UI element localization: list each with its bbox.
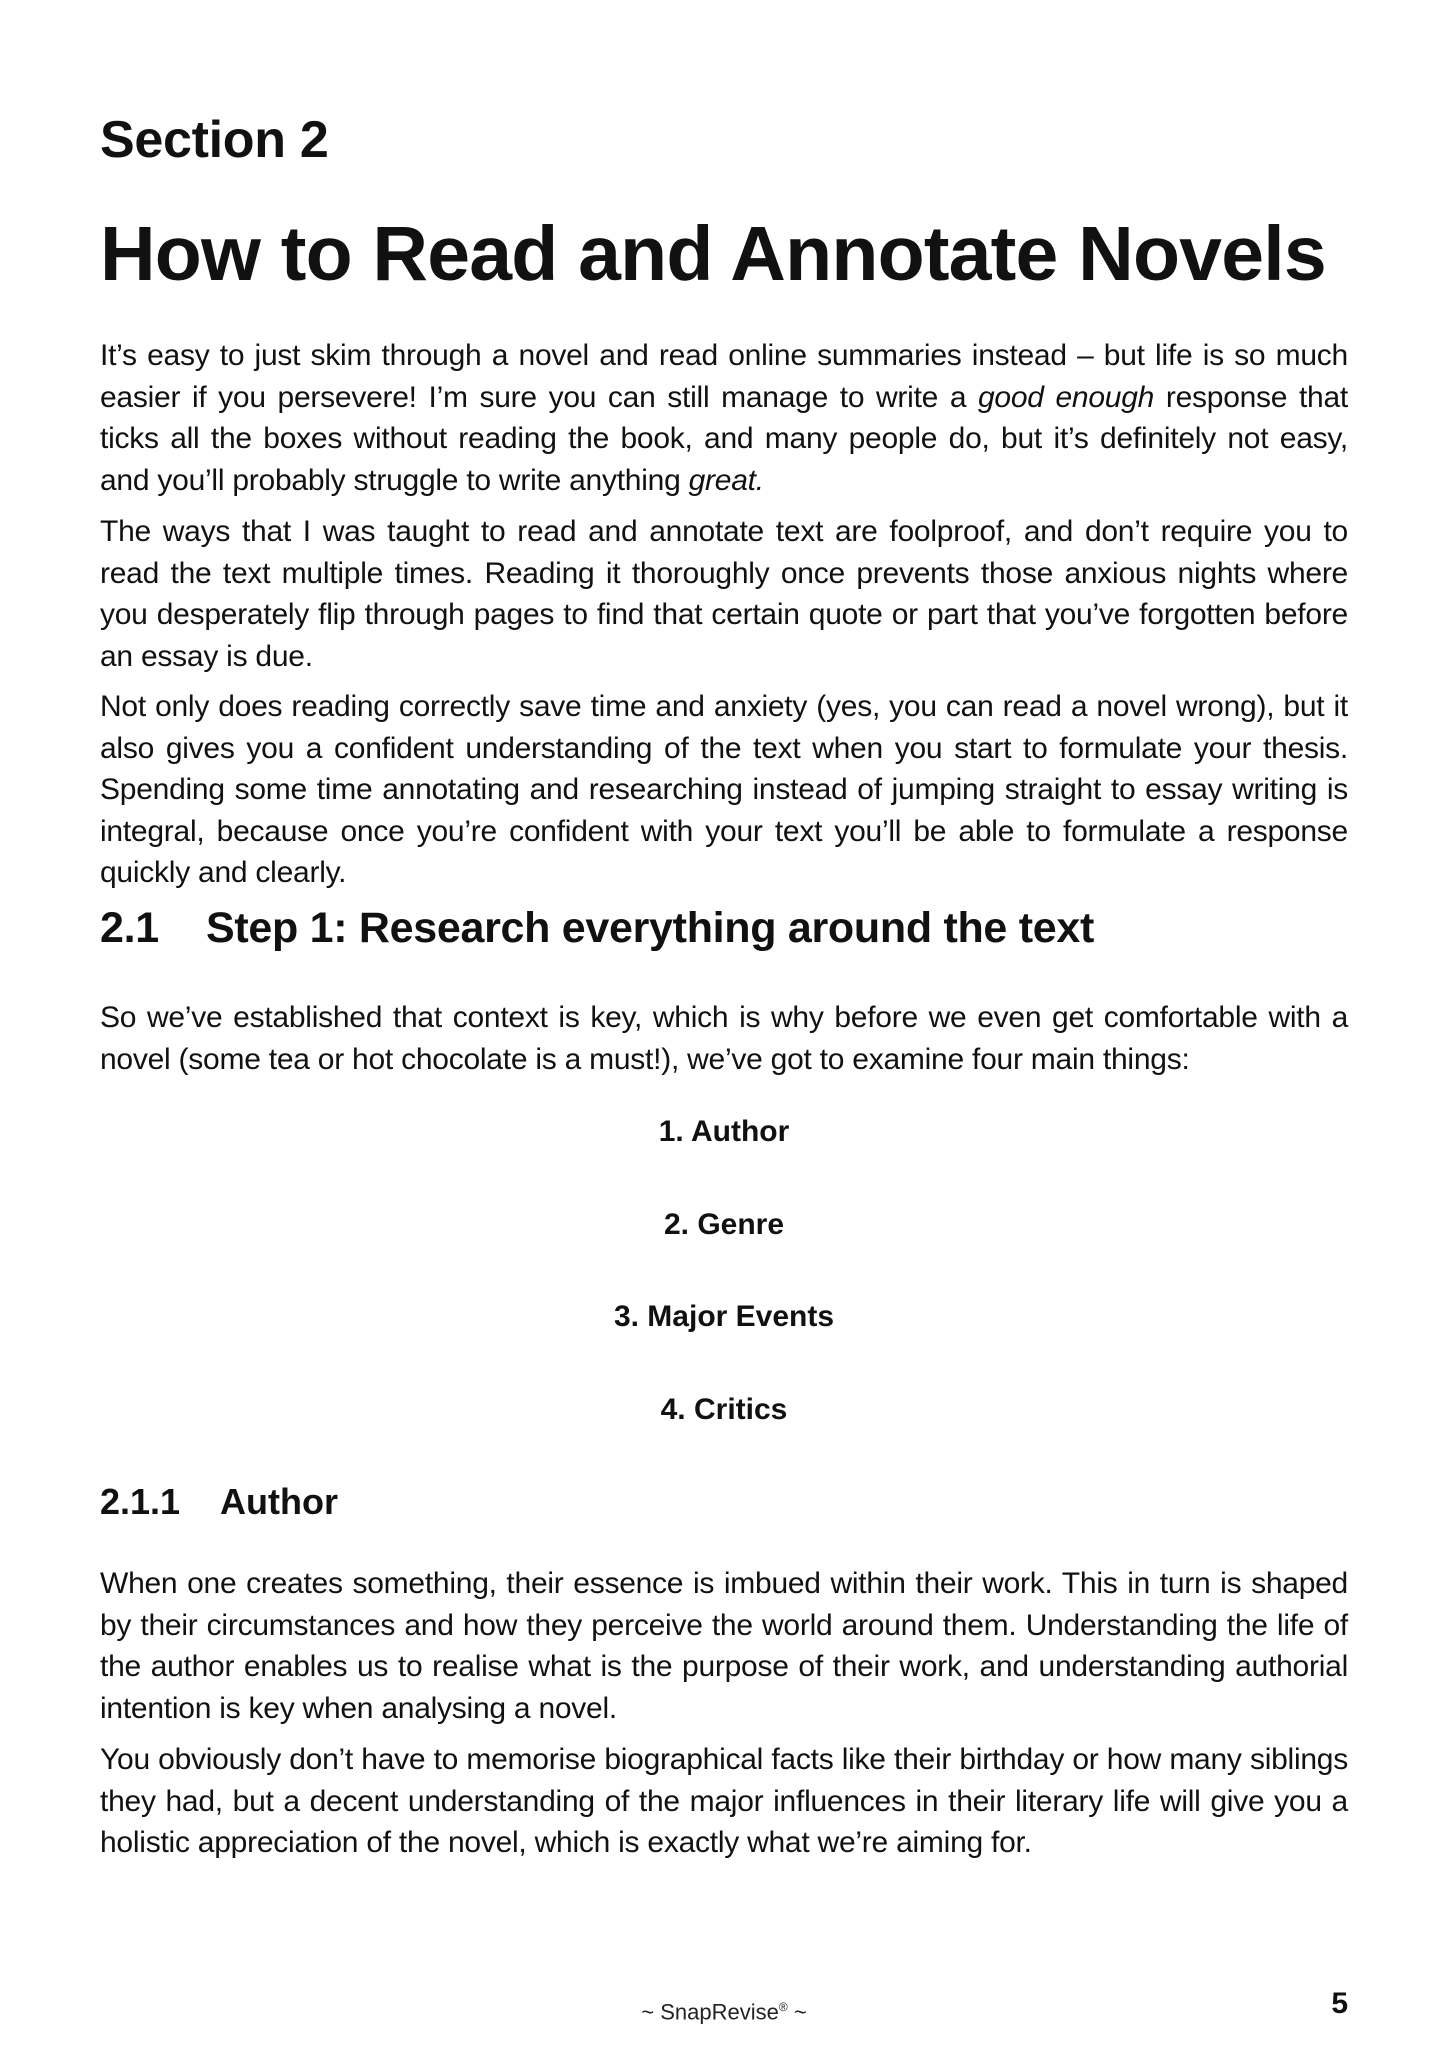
list-item-genre: 2. Genre <box>663 1207 785 1241</box>
document-page <box>100 0 1348 2050</box>
intro-p1-emphasis-good-enough: good enough <box>978 380 1155 414</box>
intro-p1-text-b: response that ticks all the boxes without reading the book, and many people do, but it’s definitely not easy, and you’ll probably struggle to write anything <box>100 380 1349 497</box>
section-label: Section 2 <box>100 111 329 169</box>
intro-p1-text-a: It’s easy to just skim through a novel and read online summaries instead – but life is so much easier if you persevere! I’m sure you can still manage to write a <box>100 339 1348 414</box>
section-2-1-title: Step 1: Research everything around the text <box>206 904 1094 952</box>
list-item-author: 1. Author <box>658 1115 790 1148</box>
intro-paragraph-3: Not only does reading correctly save time and anxiety (yes, you can read a novel wrong), but it also gives you a confident understanding of the text when you start to formulate your thesis. Spending some time annotating and researching instead of jumping straight to essay writing is integral, because once you’re confident with your text you’ll be able to formulate a response quickly and clearly. <box>100 690 1348 889</box>
chapter-title: How to Read and Annotate Novels <box>100 211 1326 297</box>
author-paragraph-1: When one creates something, their essence is imbued within their work. This in turn is shaped by their circumstances and how they perceive the world around them. Understanding the life of the author enables us to realise what is the purpose of their work, and understanding authorial intention is key when analysing a novel. <box>100 1567 1348 1725</box>
author-paragraph-2: You obviously don’t have to memorise biographical facts like their birthday or how many siblings they had, but a decent understanding of the major influences in their literary life will give you a holistic appreciation of the novel, which is exactly what we’re aiming for. <box>100 1743 1348 1859</box>
brand-name: SnapRevise <box>660 1999 779 2025</box>
four-things-list <box>100 1112 1348 1482</box>
section-2-1-heading <box>100 905 1094 952</box>
registered-mark: ® <box>778 2000 788 2014</box>
intro-paragraph-1 <box>100 335 1348 501</box>
footer-brand <box>100 1993 1348 2026</box>
list-item-critics: 4. Critics <box>660 1392 788 1426</box>
section-2-1-1-heading <box>100 1482 338 1522</box>
section-2-1-paragraph: So we’ve established that context is key, which is why before we even get comfortable with a novel (some tea or hot chocolate is a must!), we’ve got to examine four main things: <box>100 1001 1348 1076</box>
section-2-1-1-title: Author <box>220 1481 338 1522</box>
section-2-1-1-number: 2.1.1 <box>100 1481 181 1522</box>
footer-tilde-right: ~ <box>793 1999 807 2025</box>
list-item-major-events: 3. Major Events <box>613 1300 835 1333</box>
section-2-1-number: 2.1 <box>100 904 159 952</box>
intro-paragraph-2: The ways that I was taught to read and annotate text are foolproof, and don’t require you to read the text multiple times. Reading it thoroughly once prevents those anxious nights where you desperately flip through pages to find that certain quote or part that you’ve forgotten before an essay is due. <box>100 515 1348 673</box>
intro-p1-emphasis-great: great. <box>688 463 764 497</box>
footer-tilde-left: ~ <box>641 1999 655 2025</box>
page-number: 5 <box>1331 1987 1348 2020</box>
